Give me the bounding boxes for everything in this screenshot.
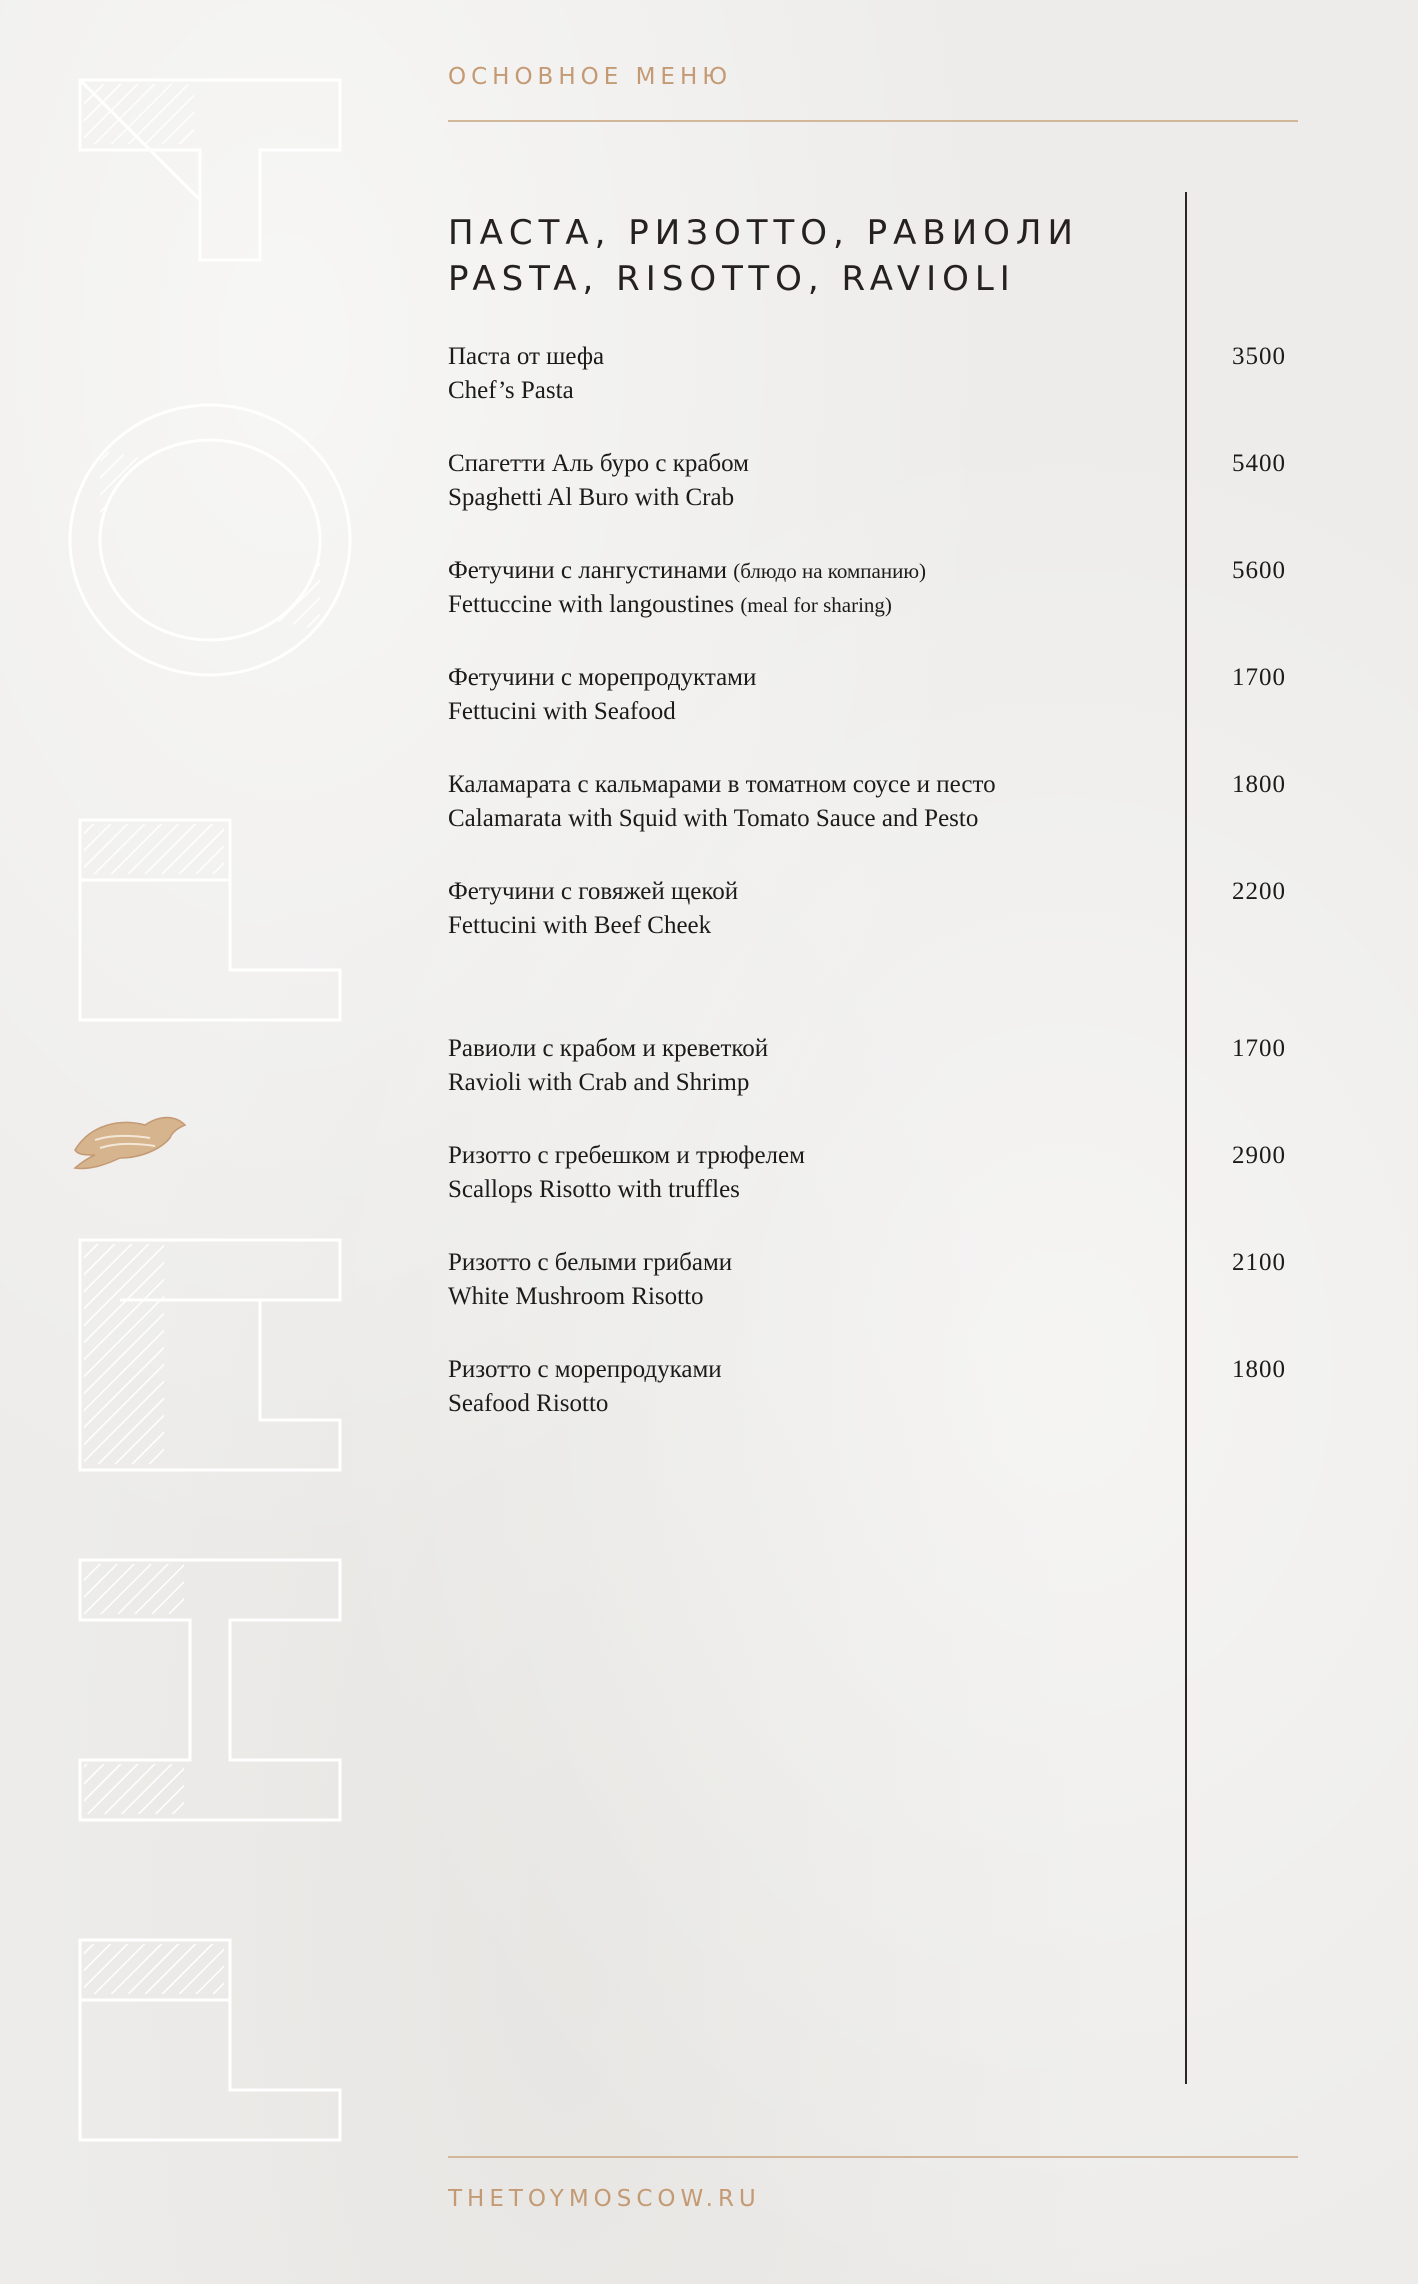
- item-price: 1700: [1232, 1035, 1286, 1062]
- item-price: 2100: [1232, 1249, 1286, 1276]
- item-name-en: Ravioli with Crab and Shrimp: [448, 1069, 750, 1096]
- menu-item: [448, 1139, 1286, 1209]
- letter-t-graphic-2: [80, 1940, 340, 2140]
- item-price: 3500: [1232, 343, 1286, 370]
- menu-item: [448, 447, 1286, 517]
- item-note-ru: (блюдо на компанию): [733, 559, 927, 583]
- menu-item: [448, 1032, 1286, 1102]
- item-name-ru: Ризотто с гребешком и трюфелем: [448, 1142, 805, 1169]
- item-name-en: Calamarata with Squid with Tomato Sauce and Pesto: [448, 805, 979, 832]
- item-name-ru: Каламарата с кальмарами в томатном соусе и песто: [448, 771, 996, 798]
- item-name-ru: Ризотто с белыми грибами: [448, 1249, 733, 1276]
- category-title: [448, 210, 1079, 302]
- leaping-dog-icon: [75, 1118, 185, 1169]
- item-name-ru: Спагетти Аль буро с крабом: [448, 450, 750, 477]
- item-name-en: Seafood Risotto: [448, 1390, 609, 1417]
- item-price: 1700: [1232, 664, 1286, 691]
- item-name-ru: [448, 554, 1286, 588]
- item-name-en: Fettucini with Beef Cheek: [448, 912, 712, 939]
- item-name-en: Scallops Risotto with truffles: [448, 1176, 740, 1203]
- menu-item: [448, 875, 1286, 945]
- item-name-ru-text: Фетучини с лангустинами: [448, 557, 728, 584]
- item-price: 1800: [1232, 771, 1286, 798]
- website-link[interactable]: THETOYMOSCOW.RU: [448, 2186, 761, 2212]
- menu-item: [448, 340, 1286, 410]
- wordmark-lettering: [70, 80, 350, 2140]
- item-name-en: White Mushroom Risotto: [448, 1283, 704, 1310]
- menu-item: [448, 768, 1286, 838]
- letter-h-graphic: [80, 1560, 340, 1820]
- menu-item: [448, 1353, 1286, 1423]
- item-name-ru: Фетучини с морепродуктами: [448, 664, 757, 691]
- top-divider: [448, 120, 1298, 122]
- item-name-en: [448, 588, 1286, 622]
- item-note-en: (meal for sharing): [740, 593, 892, 617]
- item-price: 2900: [1232, 1142, 1286, 1169]
- letter-t-graphic: [80, 820, 340, 1020]
- item-name-en: Spaghetti Al Buro with Crab: [448, 484, 735, 511]
- item-price: 5400: [1232, 450, 1286, 477]
- item-price: 5600: [1232, 557, 1286, 584]
- item-name-ru: Ризотто с морепродуками: [448, 1356, 722, 1383]
- item-price: 2200: [1232, 878, 1286, 905]
- item-name-en: Fettucini with Seafood: [448, 698, 676, 725]
- category-title-en: PASTA, RISOTTO, RAVIOLI: [448, 259, 1016, 299]
- bottom-divider: [448, 2156, 1298, 2158]
- item-name-ru: Паста от шефа: [448, 343, 605, 370]
- item-price: 1800: [1232, 1356, 1286, 1383]
- brand-wordmark: [0, 0, 380, 2284]
- item-name-ru: Фетучини с говяжей щекой: [448, 878, 739, 905]
- menu-item: [448, 1246, 1286, 1316]
- item-name-en: Chef’s Pasta: [448, 377, 574, 404]
- letter-o-graphic: [70, 405, 350, 675]
- category-title-ru: ПАСТА, РИЗОТТО, РАВИОЛИ: [448, 213, 1079, 253]
- menu-item: [448, 554, 1286, 624]
- letter-y-graphic: [80, 80, 340, 260]
- section-kicker: ОСНОВНОЕ МЕНЮ: [448, 64, 733, 90]
- menu-item: [448, 661, 1286, 731]
- item-name-ru: Равиоли с крабом и креветкой: [448, 1035, 769, 1062]
- letter-e-graphic: [80, 1240, 340, 1470]
- item-name-en-text: Fettuccine with langoustines: [448, 591, 735, 618]
